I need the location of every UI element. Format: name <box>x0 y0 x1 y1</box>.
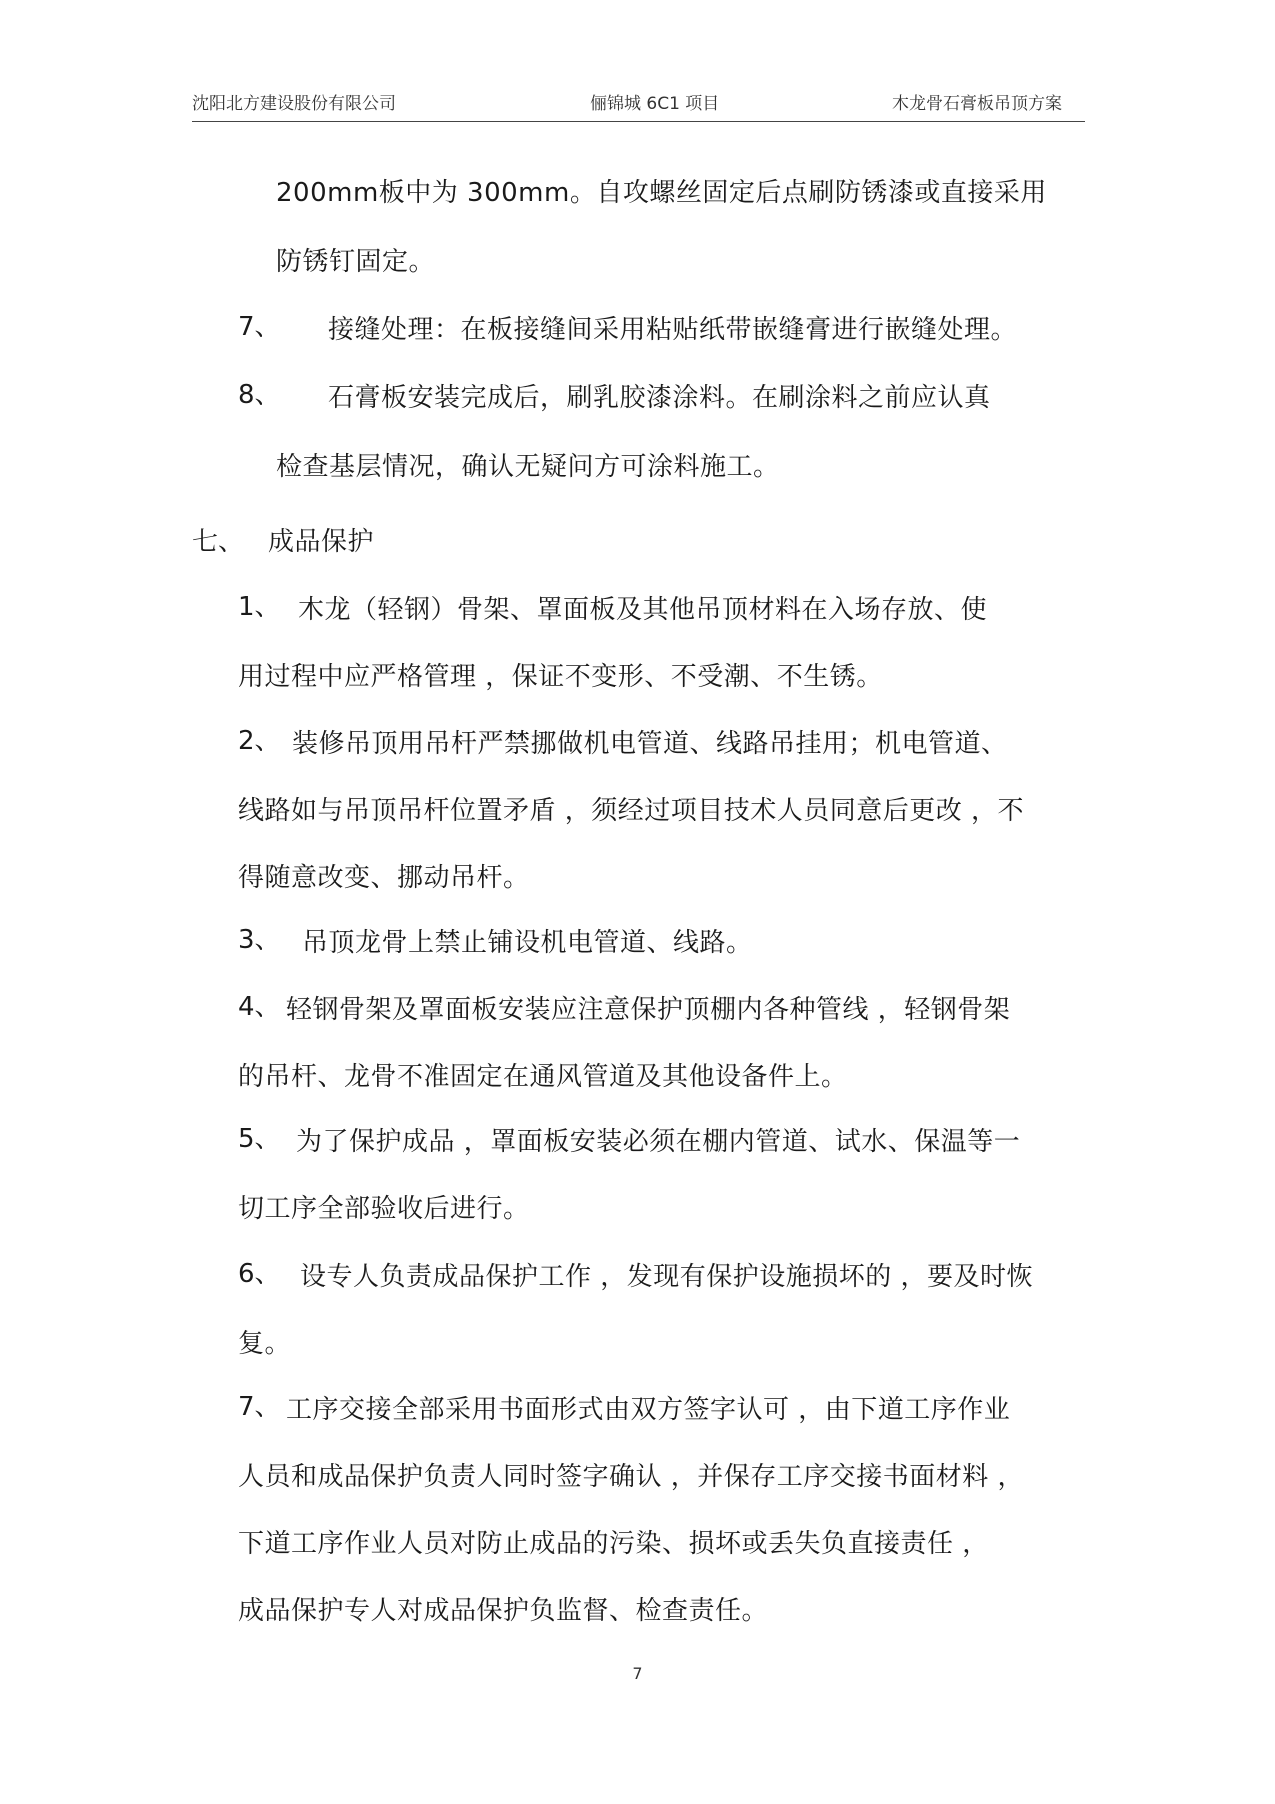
header-rule <box>192 121 1085 122</box>
section-number: 七、 <box>192 527 245 557</box>
item-number: 7、 <box>238 1392 281 1422</box>
text-line: 检查基层情况，确认无疑问方可涂料施工。 <box>276 452 780 482</box>
text-line: 线路如与吊顶吊杆位置矛盾 ，须经过项目技术人员同意后更改 ，不 <box>238 796 1025 826</box>
text-line: 复。 <box>238 1329 292 1359</box>
text-line: 为了保护成品 ，罩面板安装必须在棚内管道、试水、保温等一 <box>296 1127 1021 1157</box>
text-line: 得随意改变、挪动吊杆。 <box>238 863 530 893</box>
text-line: 切工序全部验收后进行。 <box>238 1194 530 1224</box>
item-number: 3、 <box>238 925 281 955</box>
text-line: 的吊杆、龙骨不准固定在通风管道及其他设备件上。 <box>238 1062 848 1092</box>
text-line: 用过程中应严格管理 ，保证不变形、不受潮、不生锈。 <box>238 662 883 692</box>
text-line: 下道工序作业人员对防止成品的污染、损坏或丢失负直接责任 ， <box>238 1529 989 1559</box>
text-line: 人员和成品保护负责人同时签字确认 ，并保存工序交接书面材料 ， <box>238 1462 1025 1492</box>
text-line: 200mm板中为 300mm。自攻螺丝固定后点刷防锈漆或直接采用 <box>276 178 1047 208</box>
text-line: 轻钢骨架及罩面板安装应注意保护顶棚内各种管线 ，轻钢骨架 <box>286 995 1011 1025</box>
item-number: 2、 <box>238 726 281 756</box>
text-line: 木龙（轻钢）骨架、罩面板及其他吊顶材料在入场存放、使 <box>298 595 988 625</box>
section-title: 成品保护 <box>268 527 375 557</box>
text-line: 成品保护专人对成品保护负监督、检查责任。 <box>238 1596 769 1626</box>
text-line: 设专人负责成品保护工作 ，发现有保护设施损坏的 ，要及时恢 <box>300 1262 1034 1292</box>
text-line: 接缝处理：在板接缝间采用粘贴纸带嵌缝膏进行嵌缝处理。 <box>328 315 1018 345</box>
item-number: 7、 <box>238 312 281 342</box>
item-number: 1、 <box>238 592 281 622</box>
header-project: 俪锦城 6C1 项目 <box>590 94 720 114</box>
item-number: 5、 <box>238 1124 281 1154</box>
page-number: 7 <box>632 1664 643 1683</box>
text-line: 吊顶龙骨上禁止铺设机电管道、线路。 <box>302 928 753 958</box>
text-line: 防锈钉固定。 <box>276 247 436 277</box>
item-number: 6、 <box>238 1259 281 1289</box>
item-number: 4、 <box>238 992 281 1022</box>
text-line: 工序交接全部采用书面形式由双方签字认可 ，由下道工序作业 <box>286 1395 1011 1425</box>
header-company: 沈阳北方建设股份有限公司 <box>192 94 396 114</box>
item-number: 8、 <box>238 380 281 410</box>
text-line: 石膏板安装完成后，刷乳胶漆涂料。在刷涂料之前应认真 <box>328 383 991 413</box>
text-line: 装修吊顶用吊杆严禁挪做机电管道、线路吊挂用；机电管道、 <box>292 729 1008 759</box>
header-doc-title: 木龙骨石膏板吊顶方案 <box>892 94 1062 114</box>
